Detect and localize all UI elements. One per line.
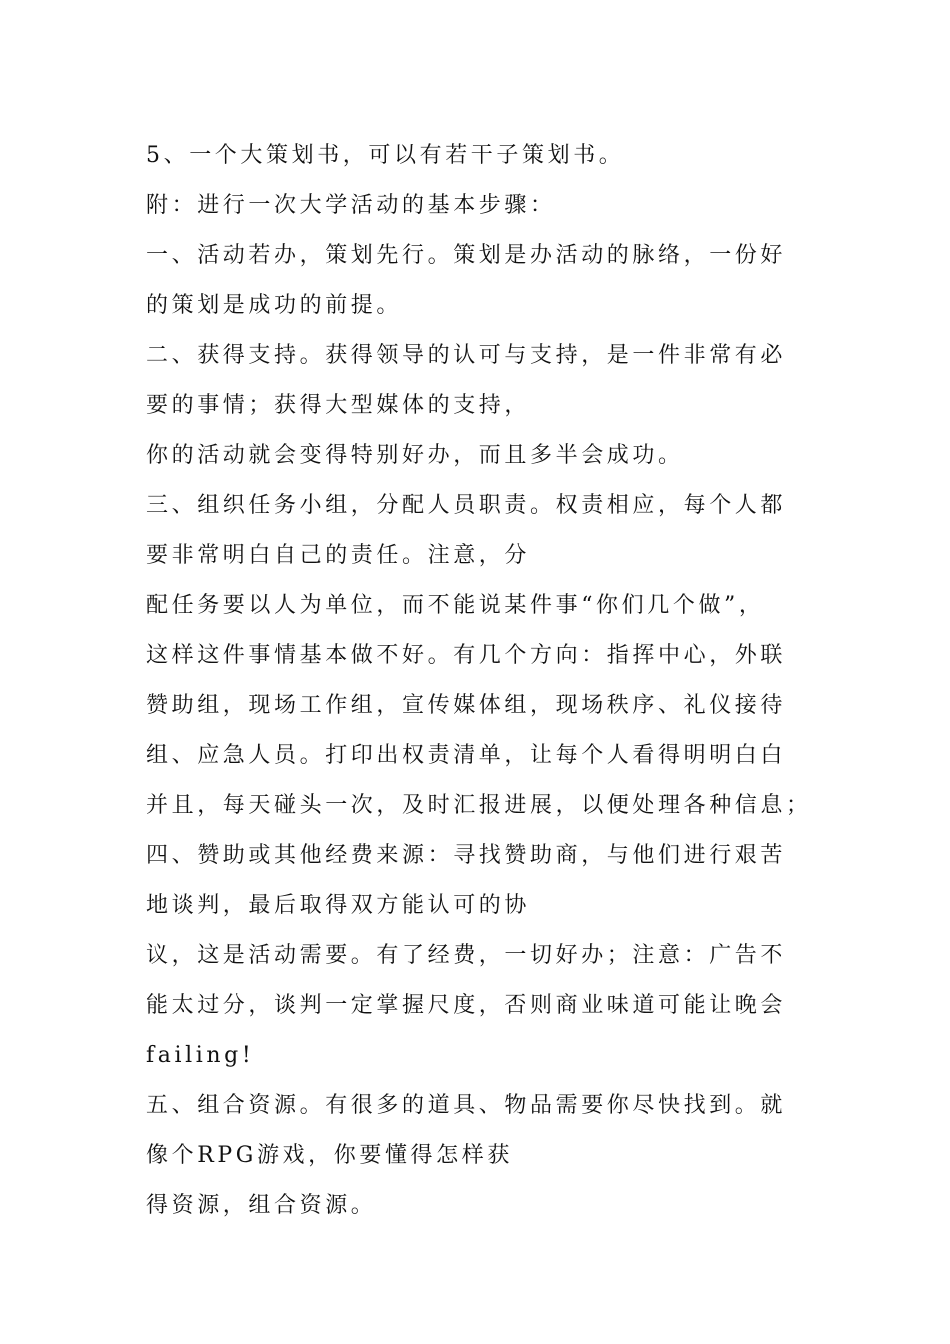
text-line: 三、组织任务小组，分配人员职责。权责相应，每个人都	[146, 493, 787, 518]
text-line: 议，这是活动需要。有了经费，一切好办；注意：广告不	[146, 943, 787, 968]
text-line: 二、获得支持。获得领导的认可与支持，是一件非常有必	[146, 343, 787, 368]
text-line: 五、组合资源。有很多的道具、物品需要你尽快找到。就	[146, 1093, 787, 1118]
text-line: 你的活动就会变得特别好办，而且多半会成功。	[146, 443, 684, 468]
text-line: 一、活动若办，策划先行。策划是办活动的脉络，一份好	[146, 243, 787, 268]
text-line: 并且，每天碰头一次，及时汇报进展，以便处理各种信息；	[146, 793, 812, 818]
text-line: 5、一个大策划书，可以有若干子策划书。	[146, 143, 625, 168]
document-body	[146, 131, 816, 1231]
text-line: 赞助组，现场工作组，宣传媒体组，现场秩序、礼仪接待	[146, 693, 787, 718]
text-line: 的策划是成功的前提。	[146, 293, 403, 318]
text-line: 四、赞助或其他经费来源：寻找赞助商，与他们进行艰苦	[146, 843, 787, 868]
text-line: 能太过分，谈判一定掌握尺度，否则商业味道可能让晚会	[146, 993, 787, 1018]
text-line: 这样这件事情基本做不好。有几个方向：指挥中心，外联	[146, 643, 787, 668]
text-line: 地谈判，最后取得双方能认可的协	[146, 893, 531, 918]
text-line: failing!	[146, 1043, 255, 1068]
text-line: 要的事情；获得大型媒体的支持，	[146, 393, 531, 418]
text-line: 要非常明白自己的责任。注意，分	[146, 543, 531, 568]
text-line: 配任务要以人为单位，而不能说某件事“你们几个做”，	[146, 593, 765, 618]
text-line: 像个RPG游戏，你要懂得怎样获	[146, 1143, 513, 1168]
text-line: 组、应急人员。打印出权责清单，让每个人看得明明白白	[146, 743, 787, 768]
text-line: 得资源，组合资源。	[146, 1193, 377, 1218]
text-line: 附：进行一次大学活动的基本步骤：	[146, 193, 556, 218]
